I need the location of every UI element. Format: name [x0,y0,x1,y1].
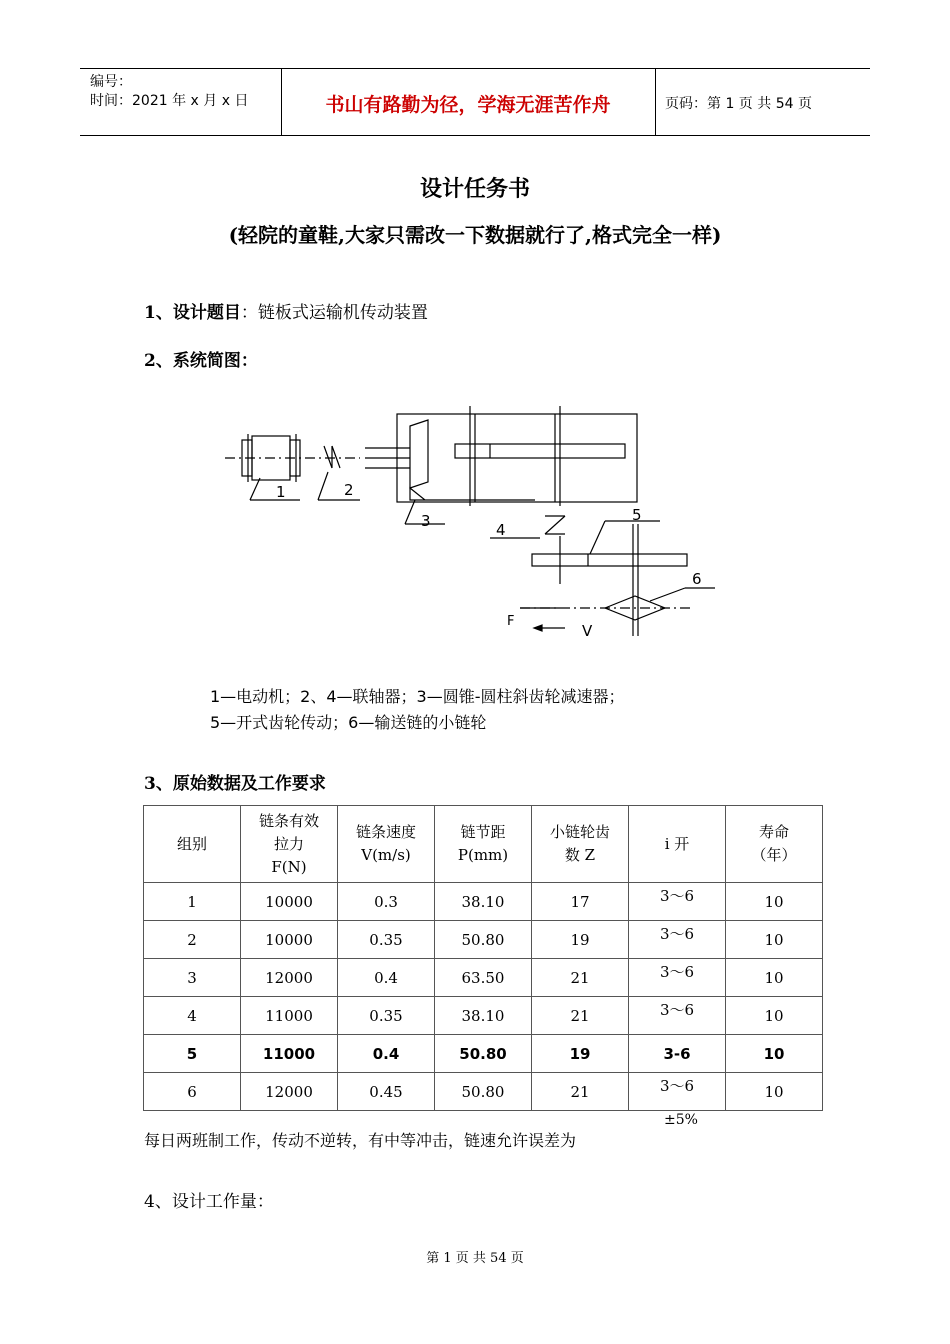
diagram-label-1: 1 [276,483,286,501]
document-subtitle: (轻院的童鞋,大家只需改一下数据就行了,格式完全一样) [228,223,722,247]
table-cell [241,997,338,1035]
table-header-line: i 开 [664,834,690,853]
table-cell [144,1035,241,1073]
table-cell [435,997,532,1035]
table-cell [726,883,823,921]
diagram-label-6: 6 [692,570,702,588]
table-cell [338,997,435,1035]
diagram-legend-line-1: 1—电动机；2、4—联轴器；3—圆锥-圆柱斜齿轮减速器； [210,687,625,706]
table-cell-value: 1 [187,892,197,911]
header-top-rule [80,68,870,69]
table-cell-value: 11000 [265,1006,313,1025]
table-cell [532,959,629,997]
table-cell [435,921,532,959]
table-cell-value: 5 [186,1044,198,1063]
table-cell-value: 38.10 [461,892,505,911]
table-cell-value: 21 [570,1006,590,1025]
table-cell-value: 12000 [265,968,313,987]
table-header-line: V(m/s) [361,846,411,864]
table-cell-value: 38.10 [461,1006,505,1025]
table-cell-value: 10 [764,892,784,911]
table-row [144,1073,823,1111]
speed-tolerance: ±5% [664,1112,698,1128]
system-diagram [220,396,720,646]
table-cell [144,959,241,997]
table-cell-value: 10 [764,968,784,987]
table-header-cell [144,806,241,883]
section-1-sep: ： [240,303,258,323]
table-header-cell [338,806,435,883]
header-number-label: 编号： [90,74,132,90]
table-header-line: 组别 [176,834,207,853]
table-cell-value: 12000 [265,1082,313,1101]
table-cell [144,1073,241,1111]
table-cell [338,1073,435,1111]
table-cell [338,883,435,921]
reducer-shape [365,406,637,524]
table-cell-value: 50.80 [461,930,505,949]
table-cell-value: 6 [187,1082,197,1101]
diagram-velocity-label: V [582,622,593,640]
table-cell-value: 3-6 [663,1044,691,1063]
table-header-line: 数 Z [564,846,596,864]
table-cell-value: 10 [764,930,784,949]
section-3-heading: 3、原始数据及工作要求 [144,774,326,794]
header-divider-right [655,68,656,135]
table-header-line: 寿命 [758,823,789,841]
table-cell [726,959,823,997]
table-cell [338,959,435,997]
table-cell [338,921,435,959]
table-cell [241,883,338,921]
section-1-heading: 1、设计题目 [144,303,241,323]
table-cell [241,921,338,959]
table-cell [532,883,629,921]
table-row [144,959,823,997]
table-header-line: 小链轮齿 [549,823,610,841]
table-cell [144,997,241,1035]
table-header-line: 链节距 [460,823,506,841]
table-cell [532,1073,629,1111]
table-row [144,921,823,959]
table-cell-value: 63.50 [461,968,505,987]
section-2-heading: 2、系统简图： [144,351,258,371]
table-header-line: （年） [751,846,797,864]
table-cell [532,1035,629,1073]
table-cell [241,959,338,997]
diagram-label-4: 4 [496,521,506,539]
table-header-line: 链条有效 [258,811,319,830]
table-cell [629,997,726,1035]
table-cell [241,1073,338,1111]
table-cell-value: 2 [187,930,197,949]
sprocket-shape [520,588,715,631]
table-cell-value: 10000 [265,930,313,949]
table-cell-value: 10 [764,1082,784,1101]
diagram-legend-line-2: 5—开式齿轮传动；6—输送链的小链轮 [210,713,487,732]
table-cell [144,921,241,959]
coupling-2-shape [318,446,360,500]
table-header-cell [435,806,532,883]
section-1-text: 链板式运输机传动装置 [257,303,428,323]
table-header-cell [726,806,823,883]
document-title: 设计任务书 [419,176,530,202]
table-cell [629,921,726,959]
table-header-line: 拉力 [273,834,304,853]
table-cell-value: 10000 [265,892,313,911]
table-cell [435,959,532,997]
table-cell-value: 19 [570,930,590,949]
header-motto: 书山有路勤为径，学海无涯苦作舟 [325,94,611,116]
table-cell-value: 11000 [262,1044,316,1063]
table-cell [532,921,629,959]
table-cell-value: 19 [569,1044,591,1063]
table-cell [629,1035,726,1073]
section-4-heading: 4、设计工作量： [144,1192,274,1212]
table-cell [532,997,629,1035]
table-cell [435,1035,532,1073]
header-page-info: 页码：第 1 页 共 54 页 [665,96,812,112]
table-cell-value: 3～6 [659,887,695,905]
table-cell-value: 3～6 [659,1001,695,1019]
table-row [144,1035,823,1073]
section-1 [144,298,428,323]
table-cell-value: 3～6 [659,925,695,943]
table-cell [726,997,823,1035]
table-header-cell [532,806,629,883]
table-cell-value: 21 [570,968,590,987]
header-bottom-rule [80,135,870,136]
table-cell-value: 3～6 [659,1077,695,1095]
table-cell-value: 17 [570,892,590,911]
table-cell [629,1073,726,1111]
table-header-cell [241,806,338,883]
header-time-label: 时间：2021 年 x 月 x 日 [90,93,249,109]
table-header-line: 链条速度 [355,823,416,841]
table-cell-value: 0.35 [369,930,403,949]
table-cell-value: 3～6 [659,963,695,981]
table-row [144,883,823,921]
table-cell-value: 0.4 [374,968,398,987]
diagram-force-label: F [507,614,515,629]
table-cell [435,1073,532,1111]
table-cell [629,883,726,921]
table-cell [241,1035,338,1073]
table-header-line: P(mm) [457,846,509,864]
page-footer: 第 1 页 共 54 页 [426,1251,524,1266]
table-cell-value: 4 [187,1006,197,1025]
table-row [144,997,823,1035]
table-cell [629,959,726,997]
table-cell-value: 50.80 [461,1082,505,1101]
table-header-row [144,806,823,883]
table-header-cell [629,806,726,883]
table-cell [435,883,532,921]
table-cell-value: 10 [763,1044,785,1063]
table-cell-value: 3 [187,968,197,987]
raw-data-table [143,805,823,1111]
table-cell [726,1035,823,1073]
diagram-label-5: 5 [632,506,642,524]
open-gear-shape [532,521,687,636]
table-cell-value: 50.80 [459,1044,507,1063]
table-cell [144,883,241,921]
table-cell-value: 0.35 [369,1006,403,1025]
table-cell-value: 10 [764,1006,784,1025]
table-cell-value: 21 [570,1082,590,1101]
table-cell-value: 0.4 [372,1044,400,1063]
table-header-line: F(N) [271,857,307,876]
table-cell [338,1035,435,1073]
table-cell [726,1073,823,1111]
diagram-label-3: 3 [421,512,431,530]
work-requirement-note: 每日两班制工作，传动不逆转，有中等冲击，链速允许误差为 [144,1131,577,1150]
table-cell [726,921,823,959]
table-cell-value: 0.45 [369,1082,403,1101]
diagram-label-2: 2 [344,481,354,499]
table-cell-value: 0.3 [374,892,398,911]
